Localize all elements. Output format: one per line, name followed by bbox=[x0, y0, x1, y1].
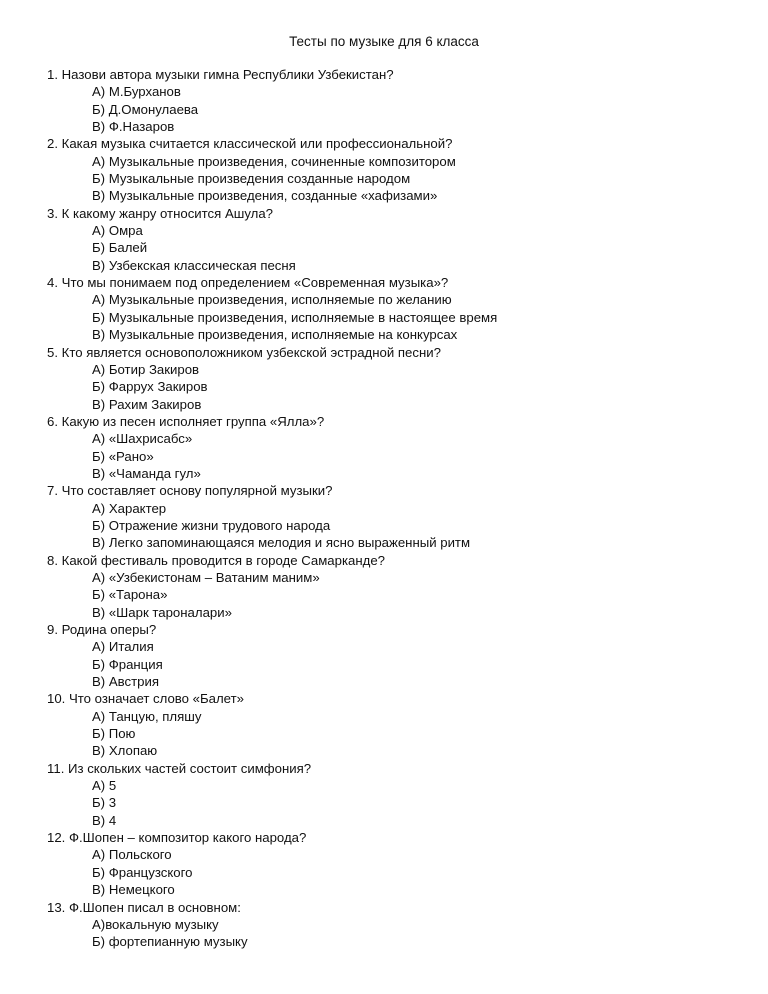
question-list bbox=[47, 66, 747, 951]
answer-option: А) Ботир Закиров bbox=[92, 361, 200, 377]
answer-option: В) Ф.Назаров bbox=[92, 119, 175, 135]
answer-option: А)вокальную музыку bbox=[92, 916, 219, 932]
question-item-10 bbox=[47, 690, 747, 759]
option-list bbox=[47, 361, 747, 413]
answer-option: А) Омра bbox=[92, 223, 143, 239]
question-text: 3. К какому жанру относится Ашула? bbox=[47, 205, 274, 221]
question-text: 12. Ф.Шопен – композитор какого народа? bbox=[47, 830, 307, 846]
answer-option: А) «Узбекистонам – Ватаним маним» bbox=[92, 569, 320, 585]
answer-option: Б) «Тарона» bbox=[92, 587, 168, 603]
answer-option: Б) фортепианную музыку bbox=[92, 934, 248, 950]
answer-option: В) Немецкого bbox=[92, 882, 175, 898]
answer-option: А) Италия bbox=[92, 639, 154, 655]
answer-option: А) «Шахрисабс» bbox=[92, 431, 193, 447]
question-item-11 bbox=[47, 760, 747, 829]
question-item-2 bbox=[47, 135, 747, 204]
answer-option: В) Хлопаю bbox=[92, 743, 158, 759]
answer-option: Б) Д.Омонулаева bbox=[92, 101, 199, 117]
answer-option: В) «Шарк тароналари» bbox=[92, 604, 232, 620]
answer-option: В) Австрия bbox=[92, 674, 159, 690]
option-list bbox=[47, 500, 747, 552]
question-item-12 bbox=[47, 829, 747, 898]
question-item-4 bbox=[47, 274, 747, 343]
answer-option: Б) Фаррух Закиров bbox=[92, 379, 208, 395]
option-list bbox=[47, 708, 747, 760]
answer-option: Б) Французского bbox=[92, 864, 193, 880]
question-item-6 bbox=[47, 413, 747, 482]
option-list bbox=[47, 846, 747, 898]
question-text: 8. Какой фестиваль проводится в городе Самарканде? bbox=[47, 552, 386, 568]
answer-option: А) Танцую, пляшу bbox=[92, 708, 202, 724]
answer-option: В) Музыкальные произведения, исполняемые на конкурсах bbox=[92, 327, 458, 343]
option-list bbox=[47, 222, 747, 274]
answer-option: Б) Балей bbox=[92, 240, 148, 256]
answer-option: А) Музыкальные произведения, сочиненные композитором bbox=[92, 153, 456, 169]
answer-option: Б) Музыкальные произведения, исполняемые в настоящее время bbox=[92, 309, 498, 325]
option-list bbox=[47, 777, 747, 829]
question-item-8 bbox=[47, 552, 747, 621]
option-list bbox=[47, 430, 747, 482]
option-list bbox=[47, 569, 747, 621]
option-list bbox=[47, 638, 747, 690]
option-list bbox=[47, 916, 747, 951]
answer-option: А) Характер bbox=[92, 500, 167, 516]
question-text: 7. Что составляет основу популярной музыки? bbox=[47, 483, 333, 499]
question-text: 2. Какая музыка считается классической или профессиональной? bbox=[47, 136, 453, 152]
question-text: 1. Назови автора музыки гимна Республики Узбекистан? bbox=[47, 67, 394, 82]
answer-option: В) Узбекская классическая песня bbox=[92, 257, 296, 273]
answer-option: В) Рахим Закиров bbox=[92, 396, 202, 412]
answer-option: Б) Франция bbox=[92, 656, 163, 672]
question-text: 4. Что мы понимаем под определением «Современная музыка»? bbox=[47, 275, 449, 291]
answer-option: Б) «Рано» bbox=[92, 448, 154, 464]
answer-option: Б) Музыкальные произведения созданные народом bbox=[92, 171, 411, 187]
answer-option: А) М.Бурханов bbox=[92, 84, 181, 100]
question-item-5 bbox=[47, 344, 747, 413]
question-text: 10. Что означает слово «Балет» bbox=[47, 691, 244, 707]
question-item-7 bbox=[47, 482, 747, 551]
answer-option: В) Легко запоминающаяся мелодия и ясно выраженный ритм bbox=[92, 535, 471, 551]
question-text: 9. Родина оперы? bbox=[47, 622, 157, 637]
option-list bbox=[47, 83, 747, 135]
question-item-9 bbox=[47, 621, 747, 690]
answer-option: Б) Отражение жизни трудового народа bbox=[92, 517, 331, 533]
question-text: 5. Кто является основоположником узбекской эстрадной песни? bbox=[47, 344, 441, 360]
answer-option: В) Музыкальные произведения, созданные «хафизами» bbox=[92, 188, 438, 204]
answer-option: А) Польского bbox=[92, 847, 172, 863]
answer-option: А) Музыкальные произведения, исполняемые по желанию bbox=[92, 292, 452, 308]
answer-option: Б) 3 bbox=[92, 795, 117, 811]
question-text: 11. Из скольких частей состоит симфония? bbox=[47, 760, 312, 776]
question-item-3 bbox=[47, 205, 747, 274]
question-text: 13. Ф.Шопен писал в основном: bbox=[47, 899, 241, 915]
option-list bbox=[47, 291, 747, 343]
answer-option: В) 4 bbox=[92, 812, 117, 828]
option-list bbox=[47, 153, 747, 205]
answer-option: В) «Чаманда гул» bbox=[92, 465, 201, 481]
answer-option: А) 5 bbox=[92, 778, 117, 794]
question-text: 6. Какую из песен исполняет группа «Ялла»? bbox=[47, 413, 325, 429]
document-title: Тесты по музыке для 6 класса bbox=[289, 34, 479, 49]
answer-option: Б) Пою bbox=[92, 726, 136, 742]
question-item-1 bbox=[47, 66, 747, 135]
question-item-13 bbox=[47, 899, 747, 951]
